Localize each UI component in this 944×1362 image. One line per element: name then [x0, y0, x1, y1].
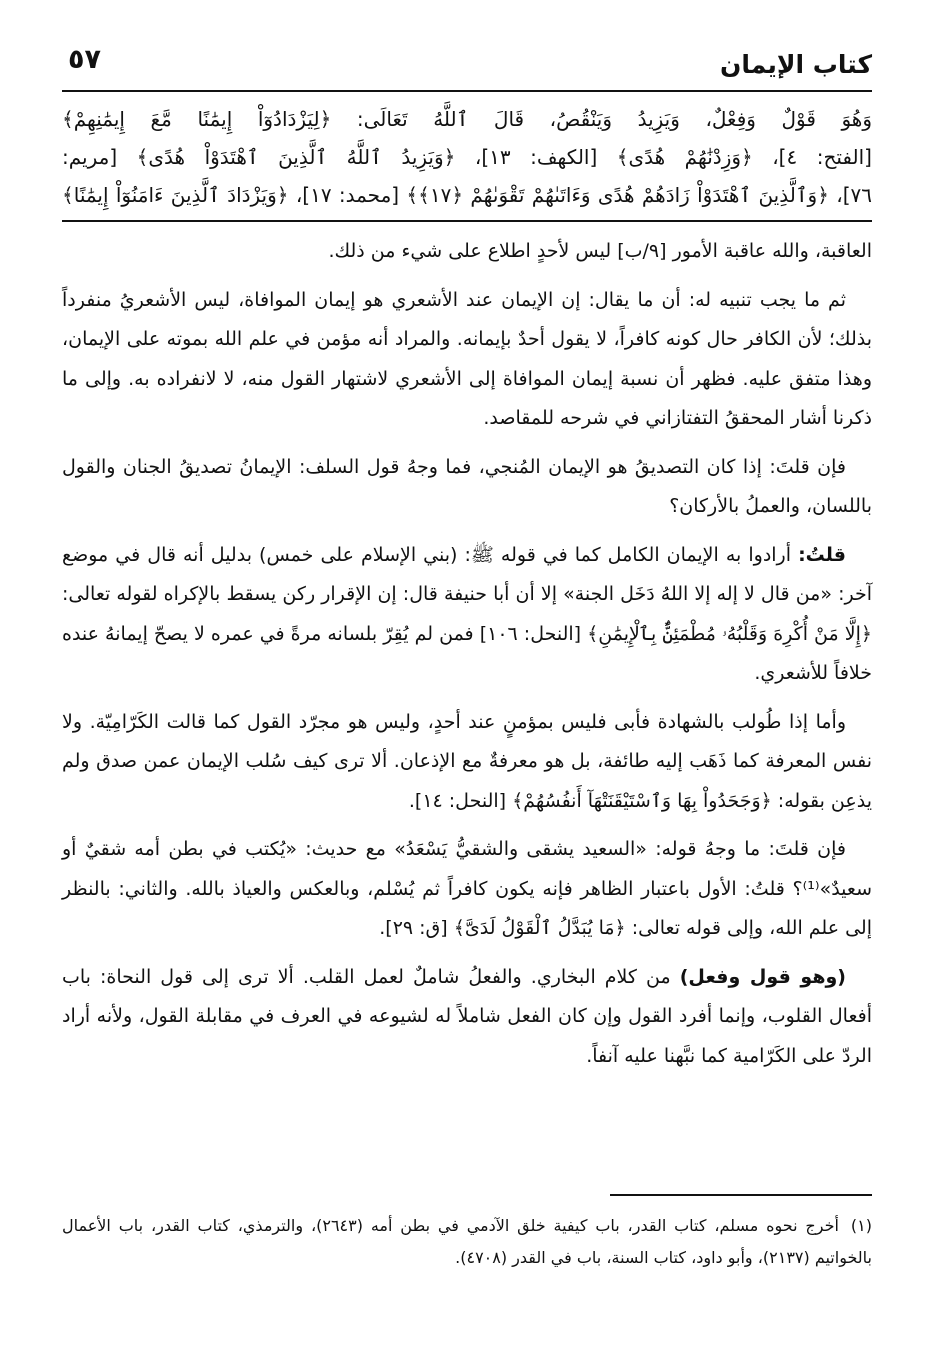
page [62, 40, 872, 1076]
paragraph [62, 958, 872, 1077]
paragraph-lead: قلتُ: [798, 543, 846, 566]
paragraph-text: العاقبة، والله عاقبة الأمور [٩/ب] ليس لأحدٍ اطلاع على شيء من ذلك. [328, 240, 872, 262]
commentary-body [62, 232, 872, 1076]
paragraph [62, 830, 872, 949]
paragraph-text: فإن قلتَ: ما وجهُ قوله: «السعيد يشقى والشقيُّ يَسْعَدُ» مع حديث: «يُكتب في بطن أمه شقيٌ أو سعيدٌ»⁽¹⁾؟ قلتُ: الأول باعتبار الظاهر فإنه يكون كافراً ثم يُسْلم، وبالعكس والعياذ بالله. والثاني: بالنظر إلى علم الله، وإلى قوله تعالى: ﴿مَا يُبَدَّلُ ٱلْقَوْلُ لَدَىَّ﴾ [ق: ٢٩]. [62, 838, 872, 939]
paragraph-lead: (وهو قول وفعل) [679, 965, 846, 988]
hadith-line: [الفتح: ٤]، ﴿وَزِدْنَٰهُمْ هُدًى﴾ [الكهف: ١٣]، ﴿وَيَزِيدُ ٱللَّهُ ٱلَّذِينَ ٱهْتَدَوْاْ هُدًى﴾ [مريم: [62, 145, 872, 169]
paragraph-text: ثم ما يجب تنبيه له: أن ما يقال: إن الإيمان عند الأشعري هو إيمان الموافاة، ليس الأشعريُ منفرداً بذلك؛ لأن الكافر حال كونه كافراً، لا يقول أحدٌ بإيمانه. والمراد أنه مؤمن في علم الله بموته على الإيمان، وهذا متفق عليه. فظهر أن نسبة إيمان الموافاة إلى الأشعري لاشتهار القول منه، لا لانفراده به. وإلى ما ذكرنا أشار المحققُ التفتازاني في شرحه للمقاصد. [62, 288, 872, 429]
hadith-line: وَهُوَ قَوْلٌ وَفِعْلٌ، وَيَزِيدُ وَيَنْقُصُ، قَالَ ٱللَّهُ تَعَالَى: ﴿لِيَزْدَادُوٓاْ إِيمَٰنًا مَّعَ إِيمَٰنِهِمْ﴾ [62, 107, 872, 131]
running-header [62, 40, 872, 92]
hadith-line: ٧٦]، ﴿وَٱلَّذِينَ ٱهْتَدَوْاْ زَادَهُمْ هُدًى وَءَاتَىٰهُمْ تَقْوَىٰهُمْ ﴿١٧﴾﴾ [محمد: ١٧]، ﴿وَيَزْدَادَ ٱلَّذِينَ ءَامَنُوٓاْ إِيمَٰنًا﴾ [62, 183, 872, 207]
book-title: كتاب الإيمان [719, 50, 872, 79]
footnote [62, 1210, 872, 1274]
paragraph [62, 232, 872, 272]
paragraph [62, 703, 872, 822]
paragraph-text: من كلام البخاري. والفعلُ شاملٌ لعمل القلب. ألا ترى إلى قول النحاة: باب أفعال القلوب، وإنما أفرد القول وإن كان الفعل شاملاً له لشيوعه في العرف في مقابلة القول، ولأنه أراد الردّ على الكَرّامية كما نبَّهنا عليه آنفاً. [62, 965, 872, 1067]
footnote-text: أخرج نحوه مسلم، كتاب القدر، باب كيفية خلق الآدمي في بطن أمه (٢٦٤٣)، والترمذي، كتاب القدر، باب الأعمال بالخواتيم (٢١٣٧)، وأبو داود، كتاب السنة، باب في القدر (٤٧٠٨). [62, 1216, 872, 1267]
paragraph [62, 536, 872, 694]
paragraph-text: وأما إذا طُولب بالشهادة فأبى فليس بمؤمنٍ عند أحدٍ، وليس هو مجرّد القول كما قالت الكَرّامِيّة. ولا نفس المعرفة كما ذَهَب إليه طائفة، بل هو معرفةٌ مع الإذعان. ألا ترى كيف سُلب الإيمان عمن صدق ولم يذعِن بقوله: ﴿وَجَحَدُواْ بِهَا وَٱسْتَيْقَنَتْهَآ أَنفُسُهُمْ﴾ [النحل: ١٤]. [62, 710, 872, 812]
page-number: ٥٧ [68, 44, 101, 75]
footnote-divider [610, 1194, 872, 1196]
paragraph [62, 281, 872, 439]
hadith-text-block [62, 100, 872, 222]
paragraph [62, 448, 872, 527]
paragraph-text: فإن قلتَ: إذا كان التصديقُ هو الإيمان المُنجي، فما وجهُ قول السلف: الإيمانُ تصديقُ الجنان والقول باللسان، والعملُ بالأركان؟ [62, 455, 872, 517]
paragraph-text: أرادوا به الإيمان الكامل كما في قوله ﷺ: (بني الإسلام على خمس) بدليل أنه قال في موضع آخر: «من قال لا إله إلا اللهُ دَخَل الجنة» إلا أن أبا حنيفة قال: إن الإقرار ركن يسقط بالإكراه لقوله تعالى: ﴿إِلَّا مَنْ أُكْرِهَ وَقَلْبُهُۥ مُطْمَئِنٌّۢ بِٱلْإِيمَٰنِ﴾ [النحل: ١٠٦] فمن لم يُقِرّ بلسانه مرةً في عمره لا يصحّ إيمانهُ عنده خلافاً للأشعري. [62, 543, 873, 684]
footnote-number: (١) [850, 1216, 872, 1235]
footnotes [62, 1210, 872, 1274]
